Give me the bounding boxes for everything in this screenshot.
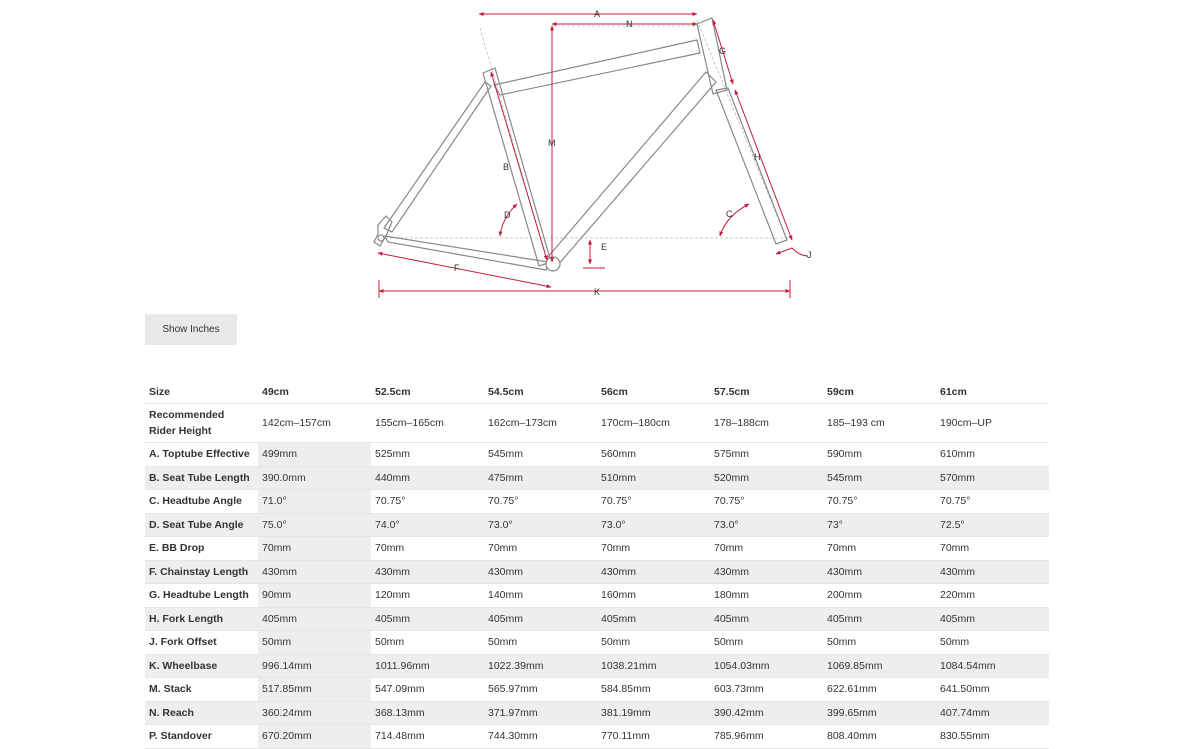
top-tube bbox=[494, 40, 700, 95]
label-e: E bbox=[601, 242, 608, 252]
value-cell: 622.61mm bbox=[823, 678, 936, 702]
value-cell: 73° bbox=[823, 513, 936, 537]
value-cell: 162cm–173cm bbox=[484, 404, 597, 443]
value-cell: 120mm bbox=[371, 584, 484, 608]
header-cell: Size bbox=[145, 380, 258, 404]
value-cell: 714.48mm bbox=[371, 725, 484, 749]
value-cell: 1069.85mm bbox=[823, 654, 936, 678]
value-cell: 185–193 cm bbox=[823, 404, 936, 443]
label-b: B bbox=[503, 162, 510, 172]
value-cell: 70.75° bbox=[936, 490, 1049, 514]
dim-b-line bbox=[491, 72, 547, 260]
fork bbox=[716, 88, 787, 244]
value-cell: 142cm–157cm bbox=[258, 404, 371, 443]
label-d: D bbox=[504, 210, 511, 220]
value-cell: 430mm bbox=[597, 560, 710, 584]
dim-j-line bbox=[776, 248, 808, 256]
value-cell: 770.11mm bbox=[597, 725, 710, 749]
value-cell: 390.0mm bbox=[258, 466, 371, 490]
value-cell: 575mm bbox=[710, 443, 823, 467]
label-n: N bbox=[626, 19, 633, 29]
value-cell: 50mm bbox=[936, 631, 1049, 655]
value-cell: 50mm bbox=[597, 631, 710, 655]
dimension-labels bbox=[454, 9, 812, 297]
value-cell: 140mm bbox=[484, 584, 597, 608]
value-cell: 475mm bbox=[484, 466, 597, 490]
value-cell: 407.74mm bbox=[936, 701, 1049, 725]
table-row bbox=[145, 513, 1049, 537]
value-cell: 520mm bbox=[710, 466, 823, 490]
row-label-cell: H. Fork Length bbox=[145, 607, 258, 631]
value-cell: 545mm bbox=[823, 466, 936, 490]
value-cell: 368.13mm bbox=[371, 701, 484, 725]
value-cell: 510mm bbox=[597, 466, 710, 490]
value-cell: 610mm bbox=[936, 443, 1049, 467]
value-cell: 405mm bbox=[597, 607, 710, 631]
value-cell: 70mm bbox=[597, 537, 710, 561]
dim-c-arc bbox=[720, 204, 749, 236]
value-cell: 70mm bbox=[371, 537, 484, 561]
value-cell: 70mm bbox=[484, 537, 597, 561]
value-cell: 160mm bbox=[597, 584, 710, 608]
value-cell: 74.0° bbox=[371, 513, 484, 537]
value-cell: 641.50mm bbox=[936, 678, 1049, 702]
value-cell: 430mm bbox=[710, 560, 823, 584]
value-cell: 72.5° bbox=[936, 513, 1049, 537]
table-row bbox=[145, 560, 1049, 584]
value-cell: 517.85mm bbox=[258, 678, 371, 702]
value-cell: 170cm–180cm bbox=[597, 404, 710, 443]
value-cell: 50mm bbox=[258, 631, 371, 655]
value-cell: 430mm bbox=[258, 560, 371, 584]
row-label-cell: K. Wheelbase bbox=[145, 654, 258, 678]
value-cell: 70mm bbox=[710, 537, 823, 561]
value-cell: 1011.96mm bbox=[371, 654, 484, 678]
value-cell: 360.24mm bbox=[258, 701, 371, 725]
value-cell: 50mm bbox=[484, 631, 597, 655]
value-cell: 430mm bbox=[823, 560, 936, 584]
value-cell: 71.0° bbox=[258, 490, 371, 514]
value-cell: 50mm bbox=[710, 631, 823, 655]
value-cell: 70mm bbox=[258, 537, 371, 561]
row-label-cell: M. Stack bbox=[145, 678, 258, 702]
value-cell: 405mm bbox=[823, 607, 936, 631]
value-cell: 70.75° bbox=[823, 490, 936, 514]
construction-lines bbox=[385, 20, 790, 264]
frame-geometry-diagram bbox=[0, 0, 1200, 310]
value-cell: 1038.21mm bbox=[597, 654, 710, 678]
label-k: K bbox=[594, 287, 601, 297]
value-cell: 499mm bbox=[258, 443, 371, 467]
table-row bbox=[145, 537, 1049, 561]
geometry-table bbox=[145, 380, 1049, 749]
value-cell: 547.09mm bbox=[371, 678, 484, 702]
value-cell: 70mm bbox=[936, 537, 1049, 561]
header-cell: 59cm bbox=[823, 380, 936, 404]
value-cell: 744.30mm bbox=[484, 725, 597, 749]
value-cell: 603.73mm bbox=[710, 678, 823, 702]
value-cell: 590mm bbox=[823, 443, 936, 467]
value-cell: 220mm bbox=[936, 584, 1049, 608]
value-cell: 75.0° bbox=[258, 513, 371, 537]
header-cell: 56cm bbox=[597, 380, 710, 404]
row-label-cell: C. Headtube Angle bbox=[145, 490, 258, 514]
row-label-cell: A. Toptube Effective bbox=[145, 443, 258, 467]
value-cell: 200mm bbox=[823, 584, 936, 608]
value-cell: 440mm bbox=[371, 466, 484, 490]
value-cell: 399.65mm bbox=[823, 701, 936, 725]
label-a: A bbox=[594, 9, 601, 19]
table-row bbox=[145, 584, 1049, 608]
dimension-lines bbox=[378, 14, 808, 298]
table-row bbox=[145, 443, 1049, 467]
header-cell: 61cm bbox=[936, 380, 1049, 404]
row-label-cell: Recommended Rider Height bbox=[145, 404, 258, 443]
row-label-cell: E. BB Drop bbox=[145, 537, 258, 561]
value-cell: 405mm bbox=[936, 607, 1049, 631]
label-j: J bbox=[807, 250, 812, 260]
table-row bbox=[145, 404, 1049, 443]
bottom-bracket bbox=[546, 257, 560, 271]
value-cell: 190cm–UP bbox=[936, 404, 1049, 443]
value-cell: 390.42mm bbox=[710, 701, 823, 725]
table-row bbox=[145, 607, 1049, 631]
value-cell: 70mm bbox=[823, 537, 936, 561]
table-row bbox=[145, 701, 1049, 725]
down-tube bbox=[547, 72, 716, 266]
table-header-row bbox=[145, 380, 1049, 404]
table-row bbox=[145, 654, 1049, 678]
value-cell: 50mm bbox=[823, 631, 936, 655]
show-inches-button[interactable]: Show Inches bbox=[145, 314, 237, 345]
label-f: F bbox=[454, 263, 460, 273]
seat-tube bbox=[483, 68, 551, 266]
label-m: M bbox=[548, 138, 556, 148]
value-cell: 73.0° bbox=[484, 513, 597, 537]
value-cell: 155cm–165cm bbox=[371, 404, 484, 443]
value-cell: 560mm bbox=[597, 443, 710, 467]
value-cell: 1022.39mm bbox=[484, 654, 597, 678]
header-cell: 54.5cm bbox=[484, 380, 597, 404]
value-cell: 430mm bbox=[371, 560, 484, 584]
row-label-cell: P. Standover bbox=[145, 725, 258, 749]
value-cell: 90mm bbox=[258, 584, 371, 608]
row-label-cell: D. Seat Tube Angle bbox=[145, 513, 258, 537]
value-cell: 830.55mm bbox=[936, 725, 1049, 749]
value-cell: 371.97mm bbox=[484, 701, 597, 725]
value-cell: 405mm bbox=[710, 607, 823, 631]
value-cell: 1054.03mm bbox=[710, 654, 823, 678]
table-row bbox=[145, 631, 1049, 655]
value-cell: 405mm bbox=[484, 607, 597, 631]
value-cell: 808.40mm bbox=[823, 725, 936, 749]
header-cell: 57.5cm bbox=[710, 380, 823, 404]
value-cell: 670.20mm bbox=[258, 725, 371, 749]
value-cell: 430mm bbox=[484, 560, 597, 584]
value-cell: 525mm bbox=[371, 443, 484, 467]
row-label-cell: F. Chainstay Length bbox=[145, 560, 258, 584]
value-cell: 70.75° bbox=[710, 490, 823, 514]
dim-d-arc bbox=[500, 204, 517, 236]
value-cell: 180mm bbox=[710, 584, 823, 608]
table-row bbox=[145, 678, 1049, 702]
value-cell: 996.14mm bbox=[258, 654, 371, 678]
row-label-cell: J. Fork Offset bbox=[145, 631, 258, 655]
dim-h-line bbox=[735, 90, 792, 240]
value-cell: 570mm bbox=[936, 466, 1049, 490]
value-cell: 430mm bbox=[936, 560, 1049, 584]
value-cell: 73.0° bbox=[710, 513, 823, 537]
table-row bbox=[145, 725, 1049, 749]
row-label-cell: B. Seat Tube Length bbox=[145, 466, 258, 490]
header-cell: 52.5cm bbox=[371, 380, 484, 404]
row-label-cell: G. Headtube Length bbox=[145, 584, 258, 608]
label-c: C bbox=[726, 209, 733, 219]
table-row bbox=[145, 466, 1049, 490]
value-cell: 405mm bbox=[258, 607, 371, 631]
value-cell: 1084.54mm bbox=[936, 654, 1049, 678]
table-row bbox=[145, 490, 1049, 514]
value-cell: 178–188cm bbox=[710, 404, 823, 443]
value-cell: 50mm bbox=[371, 631, 484, 655]
seat-stay bbox=[384, 82, 491, 232]
value-cell: 545mm bbox=[484, 443, 597, 467]
value-cell: 785.96mm bbox=[710, 725, 823, 749]
value-cell: 565.97mm bbox=[484, 678, 597, 702]
value-cell: 381.19mm bbox=[597, 701, 710, 725]
label-g: G bbox=[719, 46, 727, 56]
label-h: H bbox=[754, 152, 761, 162]
value-cell: 584.85mm bbox=[597, 678, 710, 702]
value-cell: 405mm bbox=[371, 607, 484, 631]
row-label-cell: N. Reach bbox=[145, 701, 258, 725]
value-cell: 70.75° bbox=[371, 490, 484, 514]
value-cell: 73.0° bbox=[597, 513, 710, 537]
value-cell: 70.75° bbox=[484, 490, 597, 514]
header-cell: 49cm bbox=[258, 380, 371, 404]
chain-stay bbox=[385, 236, 548, 270]
value-cell: 70.75° bbox=[597, 490, 710, 514]
